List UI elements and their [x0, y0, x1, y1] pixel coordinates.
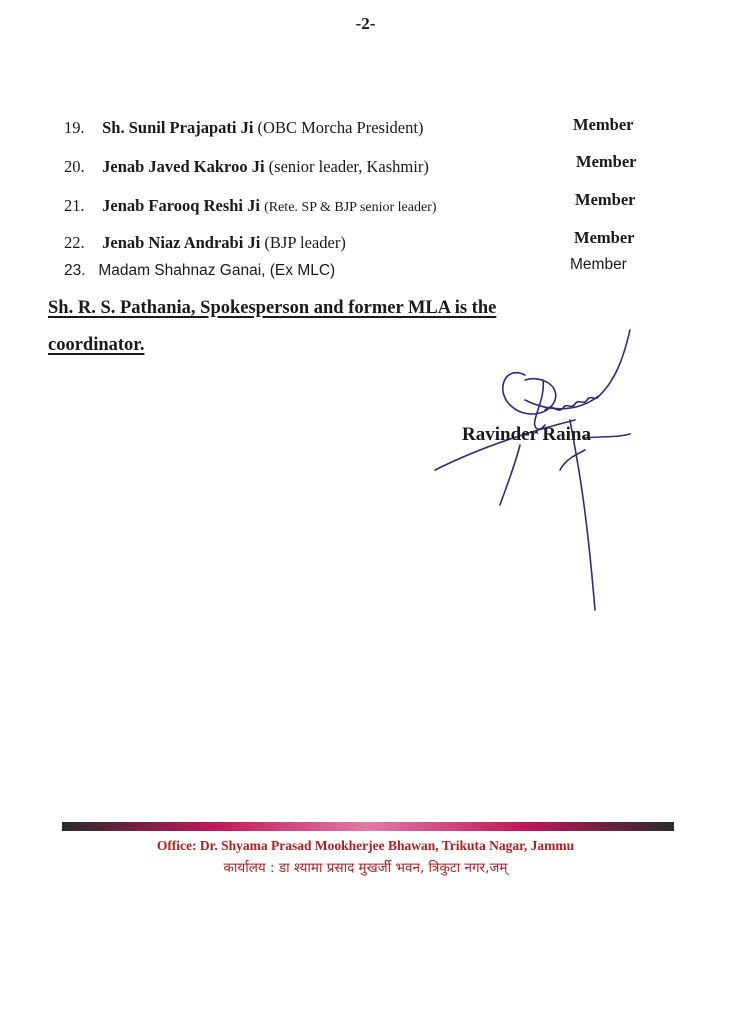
member-name: Jenab Niaz Andrabi Ji: [102, 233, 261, 252]
list-item: [64, 196, 436, 216]
member-name: Jenab Farooq Reshi Ji: [102, 196, 260, 215]
member-description: (BJP leader): [264, 233, 346, 252]
list-item: [64, 118, 423, 138]
member-role: Member: [574, 228, 635, 247]
item-number: 21.: [64, 196, 85, 215]
member-role: Member: [570, 256, 627, 273]
footer-address-english: Office: Dr. Shyama Prasad Mookherjee Bhawan, Trikuta Nagar, Jammu: [156, 838, 575, 853]
signature-icon: [425, 320, 655, 620]
footer-divider: [62, 822, 674, 831]
list-item: [64, 262, 335, 280]
member-role: Member: [573, 115, 634, 134]
footer-address-hindi: कार्यालय : डा श्यामा प्रसाद मुखर्जी भवन, त्रिकुटा नगर,जम्: [223, 860, 508, 876]
member-role: Member: [575, 190, 636, 209]
member-description: (Rete. SP & BJP senior leader): [264, 200, 437, 215]
member-name: Sh. Sunil Prajapati Ji: [102, 118, 254, 137]
list-item: [64, 233, 346, 253]
item-number: 20.: [64, 157, 85, 176]
item-number: 23.: [64, 262, 86, 279]
member-role: Member: [576, 152, 637, 171]
member-name: Madam Shahnaz Ganai, (Ex MLC): [98, 262, 336, 279]
list-item: [64, 157, 429, 177]
page-number: -2-: [355, 14, 376, 33]
signatory-name: Ravinder Raina: [462, 424, 591, 445]
member-name: Jenab Javed Kakroo Ji: [102, 157, 265, 176]
coordinator-line-1: Sh. R. S. Pathania, Spokesperson and former MLA is the: [48, 298, 497, 318]
member-description: (senior leader, Kashmir): [268, 157, 429, 176]
item-number: 19.: [64, 118, 85, 137]
item-number: 22.: [64, 233, 85, 252]
member-description: (OBC Morcha President): [257, 118, 424, 137]
coordinator-line-2: coordinator.: [48, 335, 145, 355]
